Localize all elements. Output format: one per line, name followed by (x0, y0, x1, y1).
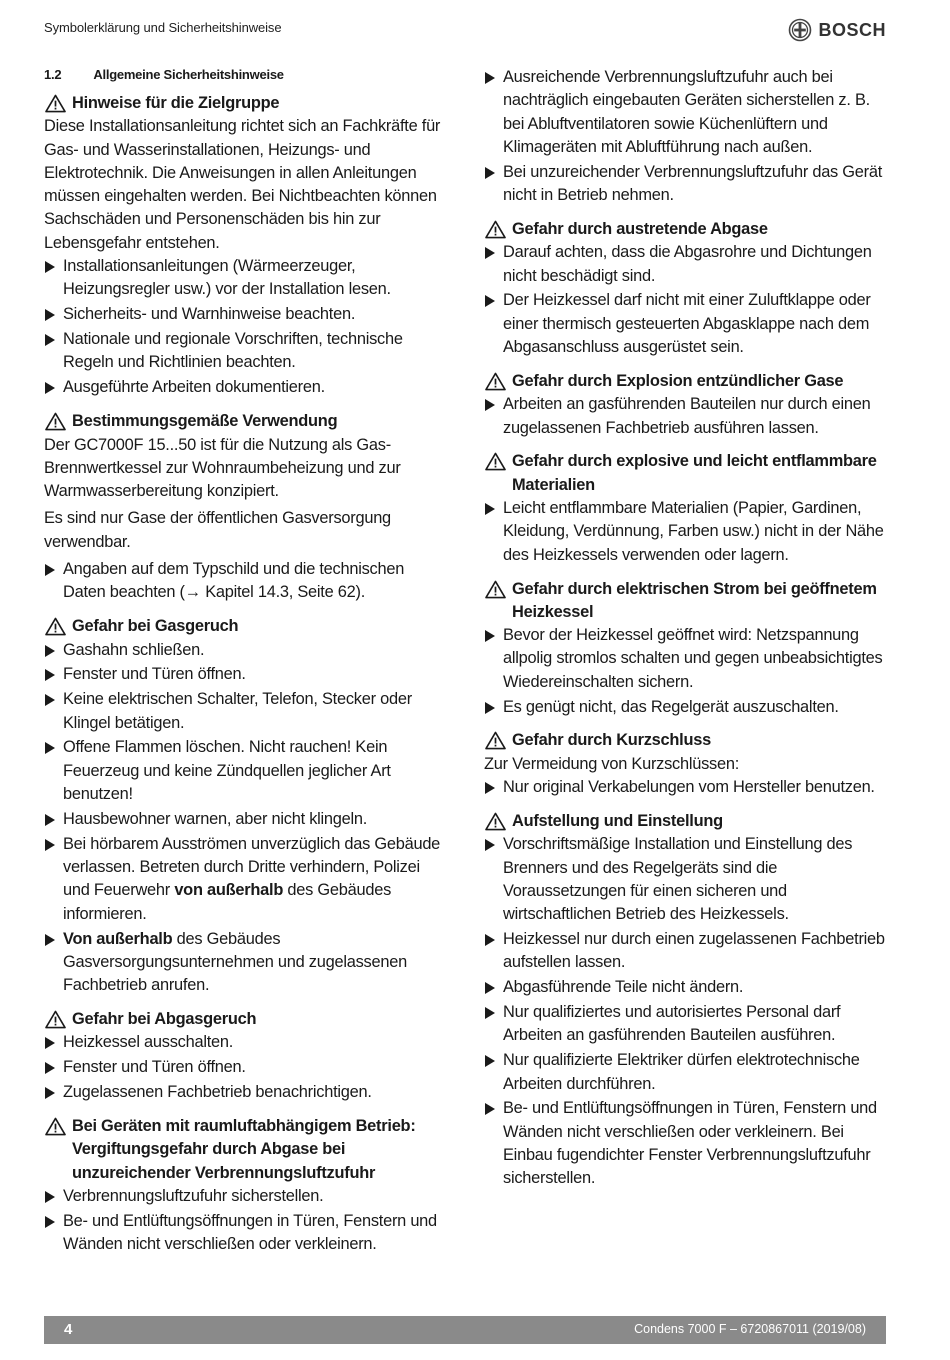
list-item: Abgasführende Teile nicht ändern. (484, 976, 888, 999)
list-item: Ausreichende Verbrennungsluftzufuhr auch bei nachträglich eingebauten Geräten sicherstellen z. B. bei Abluftventilatoren sowie Küchenlüftern und Klimageräten mit Abluftführung nach außen. (484, 66, 888, 159)
bullet-arrow-icon (485, 1007, 495, 1019)
list-item: Sicherheits- und Warnhinweise beachten. (44, 303, 442, 326)
section-title: Allgemeine Sicherheitshinweise (93, 67, 284, 82)
bullet-arrow-icon (485, 630, 495, 642)
page-header (44, 18, 886, 44)
list-item: Vorschriftsmäßige Installation und Einstellung des Brenners und des Regelgeräts sind die Voraussetzungen für einen sicheren und wirtschaftlichen Betrieb des Heizkessels. (484, 833, 888, 926)
heading-abgase: Gefahr durch austretende Abgase (484, 218, 888, 241)
list-raumluft (44, 1185, 442, 1256)
list-item: Fenster und Türen öffnen. (44, 663, 442, 686)
list-item: Keine elektrischen Schalter, Telefon, Stecker oder Klingel betätigen. (44, 688, 442, 735)
bullet-arrow-icon (485, 982, 495, 994)
bullet-arrow-icon (485, 839, 495, 851)
list-raumluft-continued (484, 66, 888, 207)
list-item: Leicht entflammbare Materialien (Papier, Gardinen, Kleidung, Verdünnung, Farben usw.) nicht in der Nähe des Heizkessels verwenden oder lagern. (484, 497, 888, 567)
warning-triangle-icon (485, 220, 506, 239)
bullet-arrow-icon (485, 934, 495, 946)
heading-gasgeruch: Gefahr bei Gasgeruch (44, 615, 442, 638)
list-item: Es genügt nicht, das Regelgerät auszuschalten. (484, 696, 888, 719)
paragraph-kurzschluss: Zur Vermeidung von Kurzschlüssen: (484, 754, 740, 773)
list-item: Nur original Verkabelungen vom Hersteller benutzen. (484, 776, 888, 799)
list-item: Nur qualifiziertes und autorisiertes Personal darf Arbeiten an gasführenden Bauteilen ausführen. (484, 1001, 888, 1048)
warning-triangle-icon (485, 452, 506, 471)
paragraph-verwendung-2: Es sind nur Gase der öffentlichen Gasversorgung verwendbar. (44, 509, 391, 551)
bullet-arrow-icon (45, 694, 55, 706)
heading-abgasgeruch: Gefahr bei Abgasgeruch (44, 1008, 442, 1031)
right-column (484, 66, 888, 1192)
heading-explosion: Gefahr durch Explosion entzündlicher Gase (484, 370, 888, 393)
left-column (44, 66, 442, 1258)
warning-triangle-icon (45, 94, 66, 113)
list-item: Bei unzureichender Verbrennungsluftzufuhr das Gerät nicht in Betrieb nehmen. (484, 161, 888, 208)
bullet-arrow-icon (45, 261, 55, 273)
bullet-arrow-icon (45, 1216, 55, 1228)
bullet-arrow-icon (45, 1062, 55, 1074)
bullet-arrow-icon (45, 1191, 55, 1203)
warning-triangle-icon (485, 372, 506, 391)
bullet-arrow-icon (485, 399, 495, 411)
list-abgase (484, 241, 888, 359)
warning-triangle-icon (485, 731, 506, 750)
list-item: Gashahn schließen. (44, 639, 442, 662)
warning-triangle-icon (485, 812, 506, 831)
warning-triangle-icon (45, 617, 66, 636)
brand-name: BOSCH (818, 19, 886, 40)
list-item: Nur qualifizierte Elektriker dürfen elektrotechnische Arbeiten durchführen. (484, 1049, 888, 1096)
bullet-arrow-icon (45, 1037, 55, 1049)
bullet-arrow-icon (485, 247, 495, 259)
bullet-arrow-icon (485, 782, 495, 794)
section-heading (44, 66, 442, 84)
paragraph-verwendung-1: Der GC7000F 15...50 ist für die Nutzung als Gas-Brennwertkessel zur Wohnraumbeheizung und zur Warmwasserbereitung konzipiert. (44, 435, 401, 501)
list-item: Hausbewohner warnen, aber nicht klingeln. (44, 808, 442, 831)
bullet-arrow-icon (485, 295, 495, 307)
bullet-arrow-icon (45, 309, 55, 321)
list-item: Bevor der Heizkessel geöffnet wird: Netzspannung allpolig stromlos schalten und gegen unbeabsichtigtes Wiedereinschalten sichern. (484, 624, 888, 694)
bullet-arrow-icon (45, 669, 55, 681)
bullet-arrow-icon (485, 503, 495, 515)
bosch-armature-icon (788, 18, 812, 42)
bullet-arrow-icon (45, 839, 55, 851)
list-verwendung (44, 558, 442, 605)
heading-zielgruppe: Hinweise für die Zielgruppe (44, 92, 442, 115)
bullet-arrow-icon (485, 72, 495, 84)
list-item: Heizkessel nur durch einen zugelassenen Fachbetrieb aufstellen lassen. (484, 928, 888, 975)
header-title: Symbolerklärung und Sicherheitshinweise (44, 20, 282, 35)
bullet-arrow-icon (45, 1087, 55, 1099)
list-item: Be- und Entlüftungsöffnungen in Türen, Fenstern und Wänden nicht verschließen oder verkleinern. Bei Einbau fugendichter Fenster Verbrennungsluftzufuhr sicherstellen. (484, 1097, 888, 1190)
list-item: Offene Flammen löschen. Nicht rauchen! Kein Feuerzeug und keine Zündquellen jeglicher Art benutzen! (44, 736, 442, 806)
list-materialien (484, 497, 888, 567)
list-gasgeruch (44, 639, 442, 998)
heading-raumluft: Bei Geräten mit raumluftabhängigem Betrieb: Vergiftungsgefahr durch Abgase bei unzureichender Verbrennungsluftzufuhr (44, 1115, 442, 1185)
list-item (44, 558, 442, 605)
list-aufstellung (484, 833, 888, 1190)
list-item: Ausgeführte Arbeiten dokumentieren. (44, 376, 442, 399)
brand-logo (788, 18, 886, 42)
bullet-arrow-icon (485, 167, 495, 179)
list-item: Heizkessel ausschalten. (44, 1031, 442, 1054)
list-explosion (484, 393, 888, 440)
list-zielgruppe (44, 255, 442, 400)
warning-triangle-icon (485, 580, 506, 599)
list-kurzschluss (484, 776, 888, 799)
page-number: 4 (64, 1321, 73, 1338)
heading-strom: Gefahr durch elektrischen Strom bei geöffnetem Heizkessel (484, 578, 888, 625)
warning-triangle-icon (45, 1117, 66, 1136)
heading-verwendung: Bestimmungsgemäße Verwendung (44, 410, 442, 433)
list-item: Arbeiten an gasführenden Bauteilen nur durch einen zugelassenen Fachbetrieb ausführen lassen. (484, 393, 888, 440)
cross-reference[interactable]: Angaben auf dem Typschild und die technischen Daten beachten (→ Kapitel 14.3, Seite 62). (63, 560, 405, 602)
list-item: Nationale und regionale Vorschriften, technische Regeln und Richtlinien beachten. (44, 328, 442, 375)
bullet-arrow-icon (45, 334, 55, 346)
heading-kurzschluss: Gefahr durch Kurzschluss (484, 729, 888, 752)
document-id: Condens 7000 F – 6720867011 (2019/08) (634, 1322, 866, 1336)
list-abgasgeruch (44, 1031, 442, 1104)
list-item: Zugelassenen Fachbetrieb benachrichtigen. (44, 1081, 442, 1104)
warning-triangle-icon (45, 412, 66, 431)
list-item: Bei hörbarem Ausströmen unverzüglich das Gebäude verlassen. Betreten durch Dritte verhindern, Polizei und Feuerwehr von außerhalb des Gebäudes informieren. (44, 833, 442, 926)
paragraph-zielgruppe: Diese Installationsanleitung richtet sich an Fachkräfte für Gas- und Wasserinstallationen, Heizungs- und Elektrotechnik. Die Anweisungen in allen Anleitungen müssen eingehalten werden. Bei Nichtbeachten können Sachschäden und Personenschäden bis hin zur Lebensgefahr entstehen. (44, 117, 441, 252)
list-strom (484, 624, 888, 719)
list-item: Fenster und Türen öffnen. (44, 1056, 442, 1079)
heading-aufstellung: Aufstellung und Einstellung (484, 810, 888, 833)
bullet-arrow-icon (485, 1055, 495, 1067)
heading-materialien: Gefahr durch explosive und leicht entflammbare Materialien (484, 450, 888, 497)
page-footer (44, 1316, 886, 1344)
bullet-arrow-icon (45, 382, 55, 394)
bullet-arrow-icon (45, 564, 55, 576)
warning-triangle-icon (45, 1010, 66, 1029)
bullet-arrow-icon (485, 1103, 495, 1115)
list-item: Der Heizkessel darf nicht mit einer Zuluftklappe oder einer thermisch gesteuerten Abgasklappe nach dem Abgasanschluss ausgerüstet sein. (484, 289, 888, 359)
list-item: Verbrennungsluftzufuhr sicherstellen. (44, 1185, 442, 1208)
bullet-arrow-icon (45, 814, 55, 826)
list-item: Installationsanleitungen (Wärmeerzeuger, Heizungsregler usw.) vor der Installation lesen. (44, 255, 442, 302)
bullet-arrow-icon (45, 645, 55, 657)
list-item: Darauf achten, dass die Abgasrohre und Dichtungen nicht beschädigt sind. (484, 241, 888, 288)
bullet-arrow-icon (45, 934, 55, 946)
section-number: 1.2 (44, 67, 62, 82)
list-item: Von außerhalb des Gebäudes Gasversorgungsunternehmen und zugelassenen Fachbetrieb anrufen. (44, 928, 442, 998)
bullet-arrow-icon (485, 702, 495, 714)
bullet-arrow-icon (45, 742, 55, 754)
list-item: Be- und Entlüftungsöffnungen in Türen, Fenstern und Wänden nicht verschließen oder verkleinern. (44, 1210, 442, 1257)
